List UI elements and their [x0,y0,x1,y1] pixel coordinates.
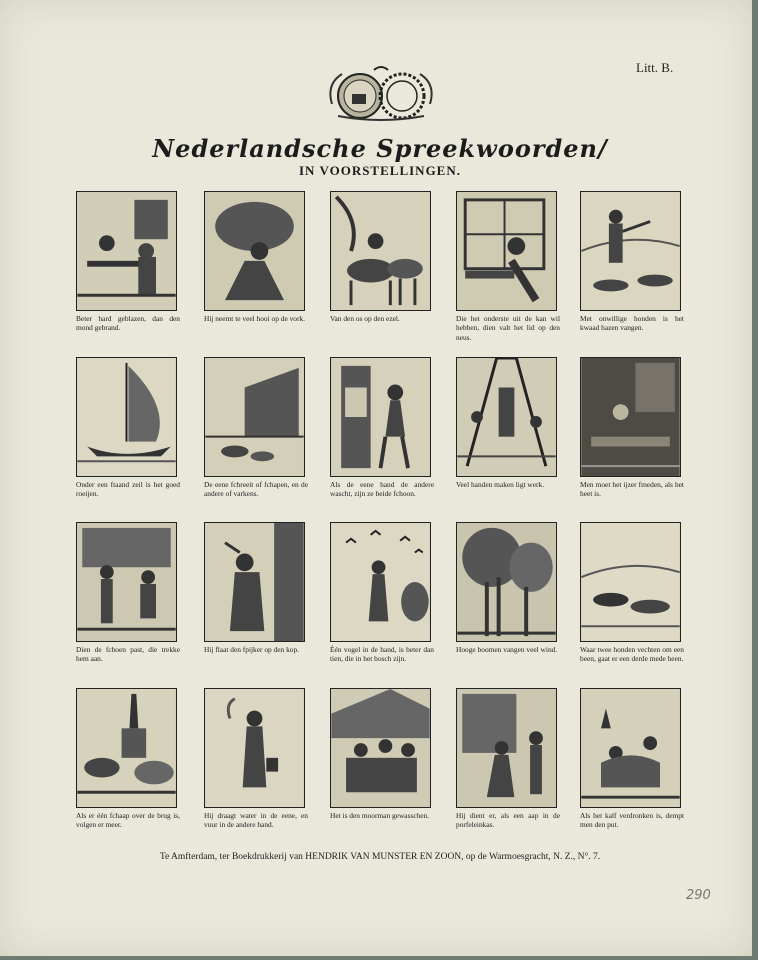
woodcut-illustration [580,688,681,808]
proverb-cell [76,191,180,333]
proverb-caption: Beter hard geblazen, dan den mond gebrand. [76,314,180,333]
woodcut-illustration [580,191,681,311]
proverb-caption: Hij draagt water in de eene, en vuur in de andere hand. [204,811,308,830]
proverb-caption: Men moet het ijzer fmeden, als het heet is. [580,480,684,499]
proverb-caption: Onder een ftaand zeil is het goed roeijen. [76,480,180,499]
woodcut-illustration [580,357,681,477]
proverb-caption: Het is den moorman gewasschen. [330,811,430,820]
woodcut-illustration [456,522,557,642]
proverb-cell [204,357,308,499]
proverb-caption: Hij neemt te veel hooi op de vork. [204,314,305,323]
woodcut-illustration [76,522,177,642]
pencil-annotation: 290 [686,888,711,903]
printer-imprint: Te Amfterdam, ter Boekdrukkerij van HENDRIK VAN MUNSTER EN ZOON, op de Warmoesgracht, N. Z., N°. 7. [159,852,601,862]
proverb-caption: Veel handen maken ligt werk. [456,480,545,489]
proverb-cell [76,357,180,499]
woodcut-illustration [204,688,305,808]
proverb-cell [204,688,308,830]
proverb-caption: Één vogel in de hand, is beter dan tien, die in het bosch zijn. [330,645,434,664]
proverb-caption: Met onwillige honden is het kwaad hazen vangen. [580,314,684,333]
litt-label: Litt. B. [636,60,674,75]
proverb-cell [330,191,434,323]
woodcut-illustration [76,191,177,311]
proverb-cell [456,191,560,342]
woodcut-illustration [330,357,431,477]
proverb-cell [580,191,684,333]
woodcut-illustration [456,688,557,808]
woodcut-illustration [204,357,305,477]
proverb-caption: Hij flaat den fpijker op den kop. [204,645,300,654]
woodcut-illustration [204,191,305,311]
proverb-cell [330,688,434,820]
proverb-cell [580,357,684,499]
proverb-cell [330,522,434,664]
proverb-caption: Die het onderste uit de kan wil hebben, dien valt het lid op den neus. [456,314,560,342]
proverb-cell [580,522,684,664]
printer-emblem [324,64,438,122]
proverb-cell [580,688,684,830]
proverb-caption: Hij dient er, als een aap in de porfeleinkas. [456,811,560,830]
proverb-caption: Als het kalf verdronken is, dempt men den put. [580,811,684,830]
woodcut-illustration [330,688,431,808]
proverb-cell [330,357,434,499]
proverb-cell [76,522,180,664]
proverb-caption: Waar twee honden vechten om een been, gaat er een derde mede heen. [580,645,684,664]
proverb-cell [204,191,308,323]
proverb-caption: Dien de fchoen past, die trekke hem aan. [76,645,180,664]
woodcut-illustration [330,522,431,642]
proverb-caption: Hooge boomen vangen veel wind. [456,645,558,654]
woodcut-illustration [456,357,557,477]
proverb-cell [456,522,560,654]
proverb-cell [456,688,560,830]
proverb-cell [204,522,308,654]
woodcut-illustration [76,357,177,477]
proverb-caption: Van den os op den ezel. [330,314,400,323]
proverb-caption: De eene fchreeit of fchapen, en de andere of varkens. [204,480,308,499]
proverb-cell [456,357,560,489]
woodcut-illustration [204,522,305,642]
woodcut-illustration [580,522,681,642]
page-title: Nederlandsche Spreekwoorden/ [152,134,608,163]
proverb-caption: Als de eene hand de andere wascht, zijn ze beide fchoon. [330,480,434,499]
woodcut-illustration [330,191,431,311]
proverb-caption: Als er één fchaap over de brug is, volgen er meer. [76,811,180,830]
page-subtitle: IN VOORSTELLINGEN. [299,163,461,178]
woodcut-illustration [76,688,177,808]
proverb-cell [76,688,180,830]
woodcut-illustration [456,191,557,311]
